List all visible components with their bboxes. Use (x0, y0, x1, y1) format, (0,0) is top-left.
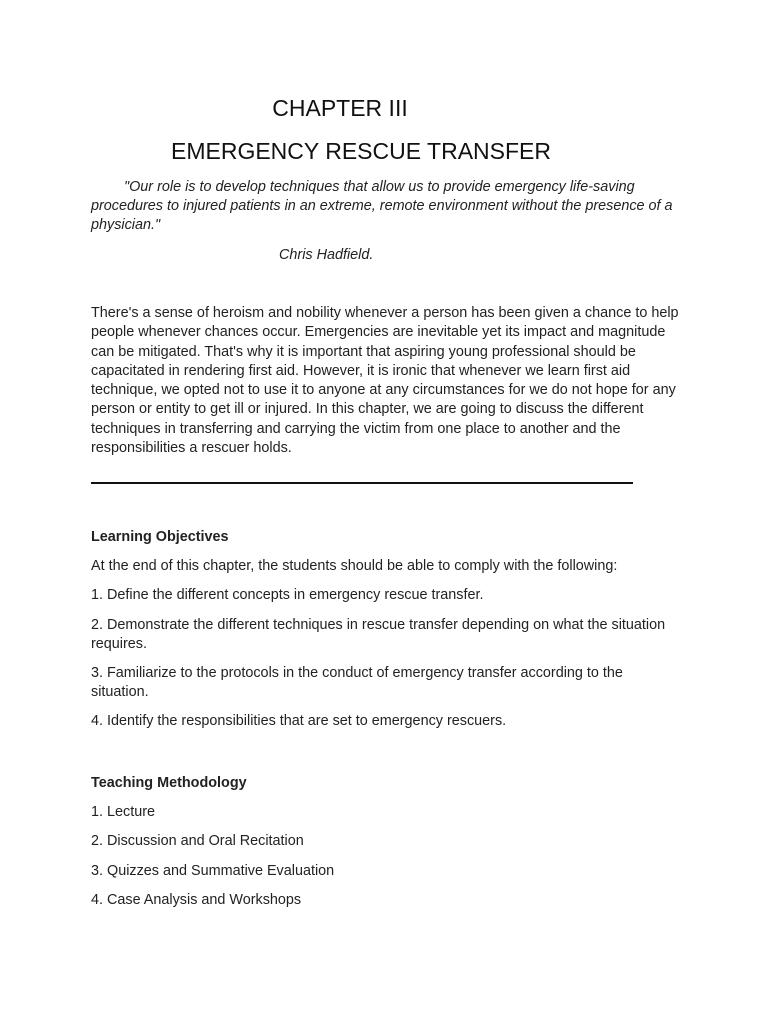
epigraph-quote: "Our role is to develop techniques that allow us to provide emergency life-saving procedures to injured patients in an extreme, remote environment without the presence of a physician." (91, 179, 673, 234)
intro-paragraph: There's a sense of heroism and nobility whenever a person has been given a chance to help people whenever chances occur. Emergencies are inevitable yet its impact and magnitude can be mitigated. That's why it is important that aspiring young professional should be capacitated in rendering first aid. However, it is ironic that whenever we learn first aid technique, we opted not to use it to anyone at any circumstances for we do not hope for any person or entity to get ill or injured. In this chapter, we are going to discuss the different techniques in transferring and carrying the victim from one place to another and the responsibilities a rescuer holds. (91, 305, 679, 457)
chapter-title: EMERGENCY RESCUE TRANSFER (171, 138, 551, 164)
list-item: 4. Case Analysis and Workshops (91, 891, 302, 908)
learning-objectives-section (91, 528, 681, 732)
epigraph-author: Chris Hadfield. (279, 247, 374, 263)
list-item: 3. Familiarize to the protocols in the conduct of emergency transfer according to the situation. (91, 665, 623, 701)
learning-objectives-heading: Learning Objectives (91, 529, 229, 545)
learning-objectives-lead: At the end of this chapter, the students should be able to comply with the following: (91, 558, 618, 575)
list-item: 1. Lecture (91, 804, 155, 821)
list-item: 1. Define the different concepts in emergency rescue transfer. (91, 587, 484, 604)
teaching-methodology-heading: Teaching Methodology (91, 775, 247, 791)
chapter-number: CHAPTER III (272, 95, 408, 121)
list-item: 2. Demonstrate the different techniques in rescue transfer depending on what the situation requires. (91, 616, 666, 652)
horizontal-divider (91, 482, 633, 484)
list-item: 3. Quizzes and Summative Evaluation (91, 862, 335, 879)
list-item: 4. Identify the responsibilities that are set to emergency rescuers. (91, 713, 507, 730)
list-item: 2. Discussion and Oral Recitation (91, 833, 304, 850)
teaching-methodology-section (91, 774, 681, 910)
